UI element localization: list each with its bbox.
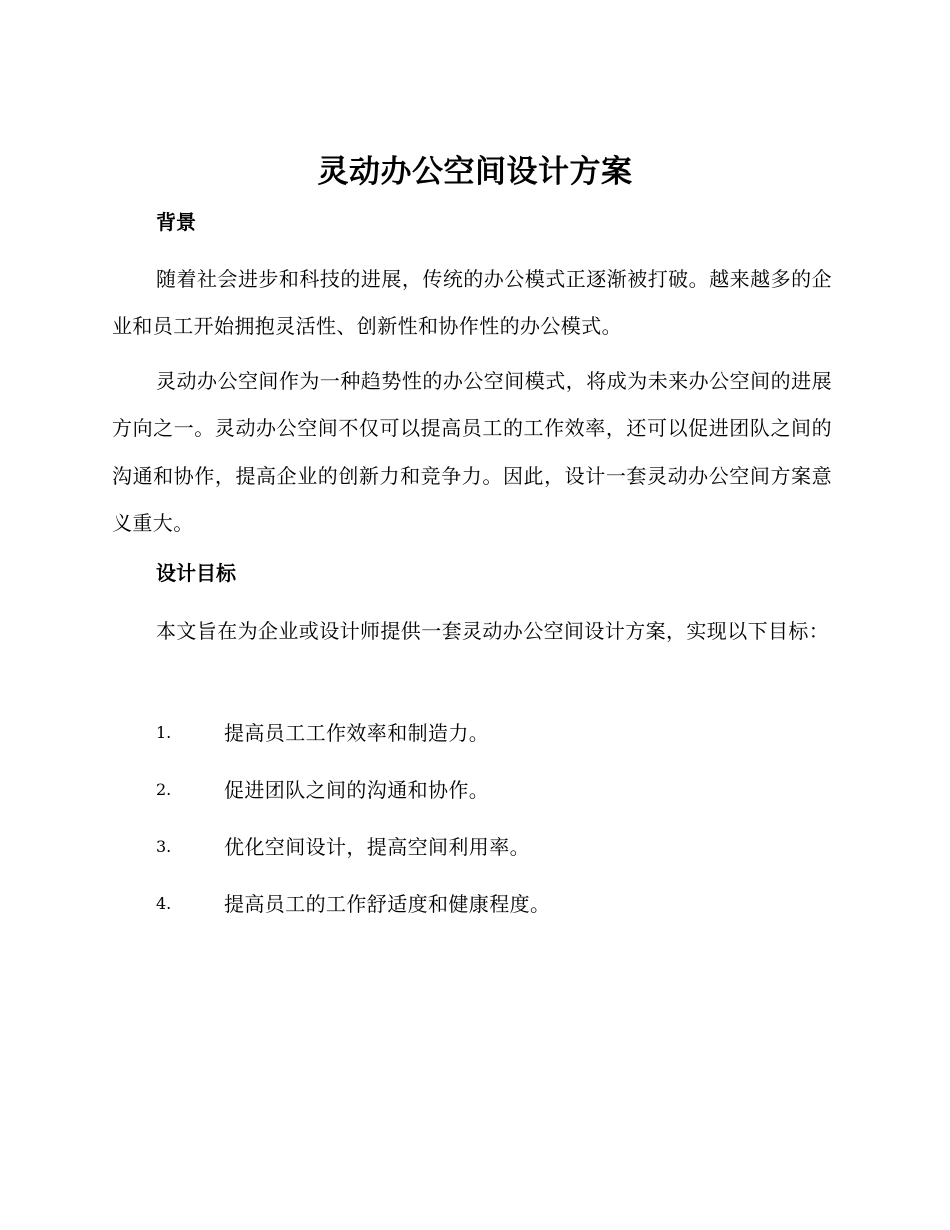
paragraph: 灵动办公空间作为一种趋势性的办公空间模式，将成为未来办公空间的进展方向之一。灵动办公空间不仅可以提高员工的工作效率，还可以促进团队之间的沟通和协作，提高企业的创新力和竞争力。因此，设计一套灵动办公空间方案意义重大。 bbox=[112, 369, 832, 535]
list-item-text: 提高员工的工作舒适度和健康程度。 bbox=[224, 892, 551, 916]
paragraph: 本文旨在为企业或设计师提供一套灵动办公空间设计方案，实现以下目标： bbox=[156, 619, 830, 643]
list-item-text: 优化空间设计，提高空间利用率。 bbox=[224, 835, 530, 859]
section-heading-design-goals: 设计目标 bbox=[156, 561, 236, 585]
document-title: 灵动办公空间设计方案 bbox=[317, 154, 633, 190]
list-item-number: 1. bbox=[156, 723, 172, 742]
list-item-text: 提高员工工作效率和制造力。 bbox=[224, 721, 490, 745]
paragraph: 随着社会进步和科技的进展，传统的办公模式正逐渐被打破。越来越多的企业和员工开始拥抱灵活性、创新性和协作性的办公模式。 bbox=[112, 267, 832, 339]
list-item-number: 4. bbox=[156, 894, 172, 913]
list-item-text: 促进团队之间的沟通和协作。 bbox=[224, 778, 490, 802]
list-item-number: 3. bbox=[156, 837, 172, 856]
section-heading-background: 背景 bbox=[156, 210, 196, 234]
list-item-number: 2. bbox=[156, 780, 172, 799]
